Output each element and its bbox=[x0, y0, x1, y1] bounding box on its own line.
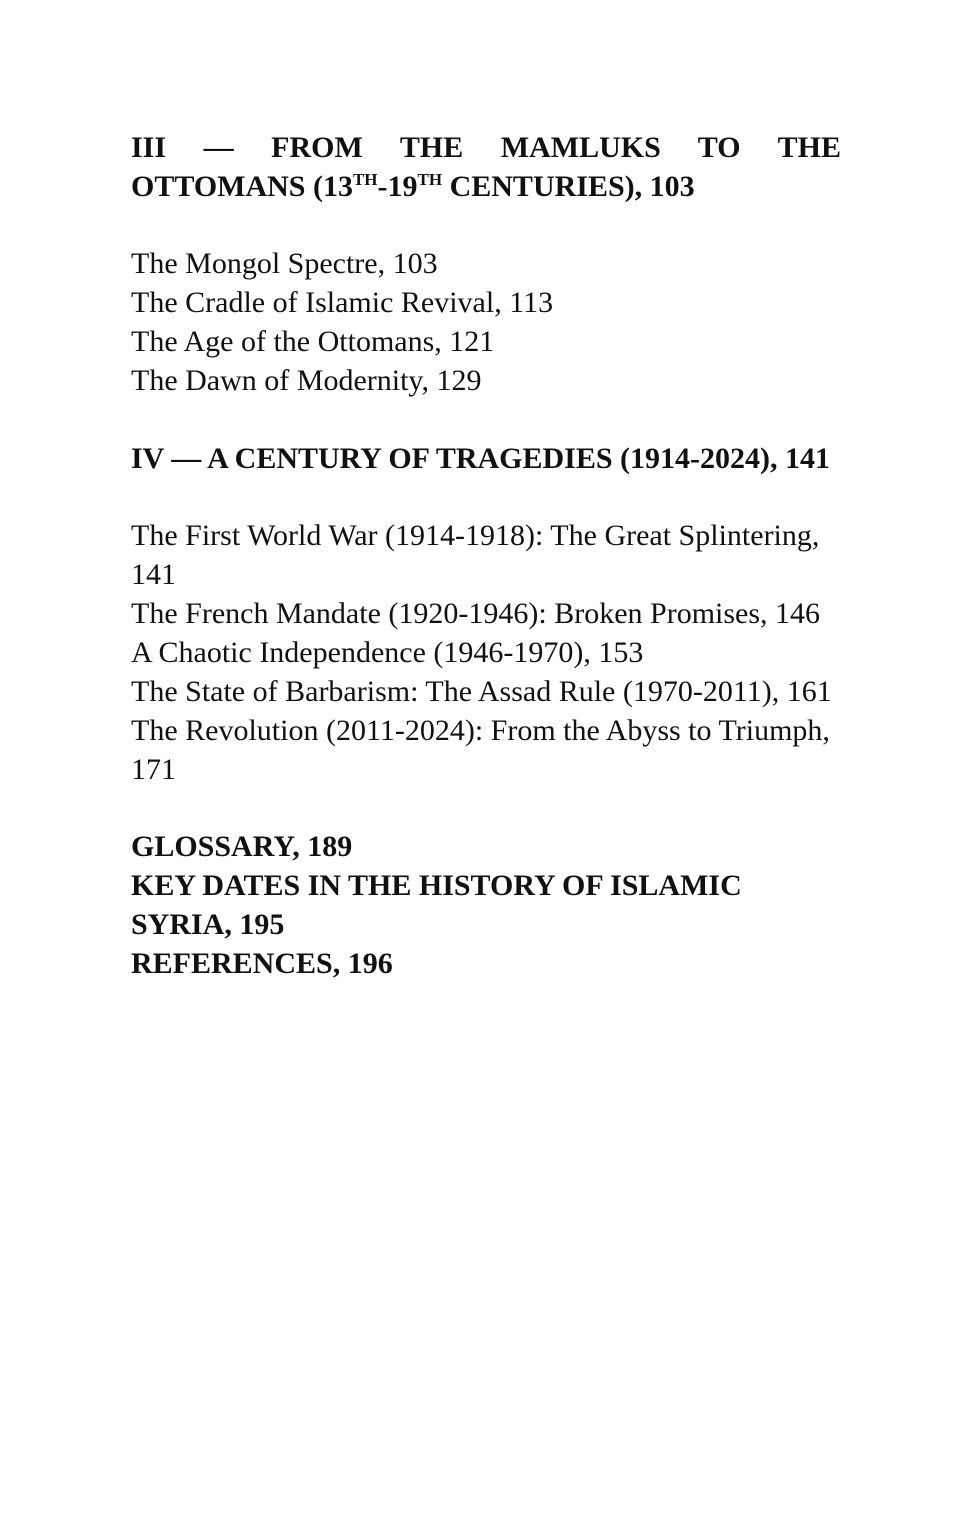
chapter-entry: The French Mandate (1920-1946): Broken Promises, 146 bbox=[131, 597, 821, 630]
back-matter-list bbox=[131, 827, 841, 983]
chapter-entry: The State of Barbarism: The Assad Rule (1970-2011), 161 bbox=[131, 675, 832, 708]
chapter-entry: The Dawn of Modernity, 129 bbox=[131, 364, 482, 397]
chapter-entry: The Cradle of Islamic Revival, 113 bbox=[131, 286, 554, 319]
chapter-entry: A Chaotic Independence (1946-1970), 153 bbox=[131, 636, 644, 669]
chapter-entry: The Mongol Spectre, 103 bbox=[131, 247, 438, 280]
chapter-entry: The Revolution (2011-2024): From the Abyss to Triumph, 171 bbox=[131, 714, 830, 786]
references-entry: REFERENCES, 196 bbox=[131, 947, 393, 980]
glossary-entry: GLOSSARY, 189 bbox=[131, 830, 353, 863]
table-of-contents bbox=[131, 128, 841, 983]
key-dates-entry: KEY DATES IN THE HISTORY OF ISLAMIC SYRIA, 195 bbox=[131, 869, 742, 941]
part-3-heading bbox=[131, 128, 841, 206]
part-4-heading: IV — A CENTURY OF TRAGEDIES (1914-2024), 141 bbox=[131, 442, 831, 475]
part-3-heading-text: III — FROM THE MAMLUKS TO THE OTTOMANS (13 bbox=[131, 131, 841, 203]
part-3-heading-text: CENTURIES), 103 bbox=[442, 170, 695, 203]
superscript-th: TH bbox=[352, 170, 378, 189]
part-3-chapter-list bbox=[131, 244, 841, 400]
superscript-th: TH bbox=[417, 170, 443, 189]
chapter-entry: The Age of the Ottomans, 121 bbox=[131, 325, 495, 358]
chapter-entry: The First World War (1914-1918): The Great Splintering, 141 bbox=[131, 519, 820, 591]
part-4-chapter-list bbox=[131, 516, 841, 789]
part-3-heading-text: -19 bbox=[377, 170, 418, 203]
